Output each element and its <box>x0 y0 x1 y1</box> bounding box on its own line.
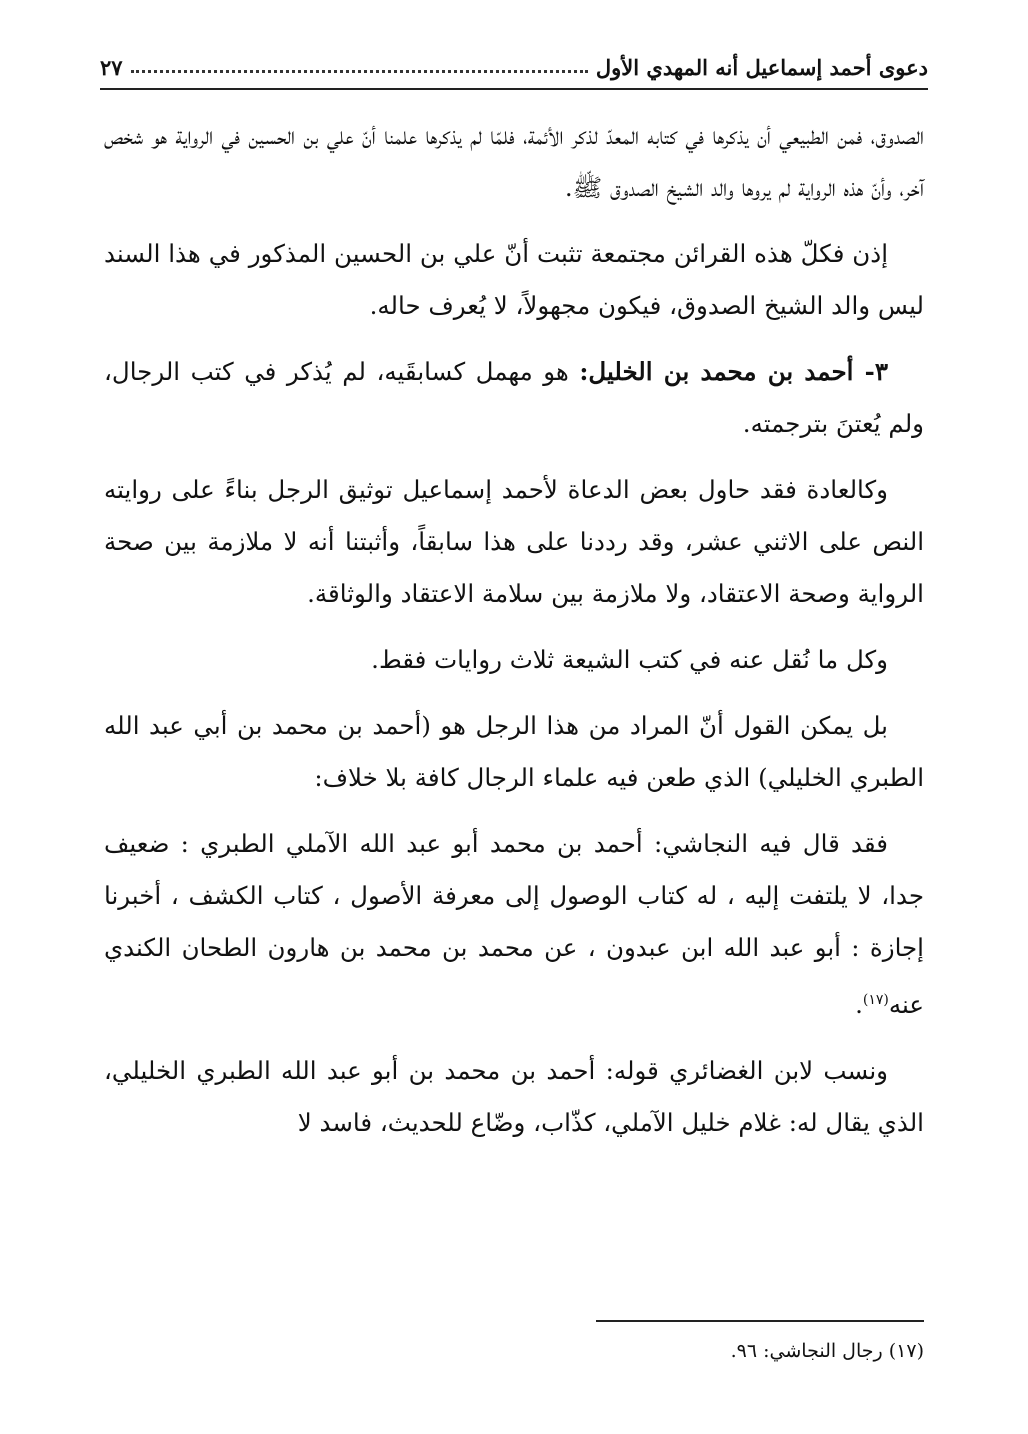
paragraph: ونسب لابن الغضائري قوله: أحمد بن محمد بن أبو عبد الله الطبري الخليلي، الذي يقال له: غلام خليل الآملي، كذّاب، وضّاع للحديث، فاسد لا <box>104 1056 924 1138</box>
paragraph: وكل ما نُقل عنه في كتب الشيعة ثلاث روايات فقط. <box>371 645 888 674</box>
paragraph: فقد قال فيه النجاشي: أحمد بن محمد أبو عبد الله الآملي الطبري : ضعيف جدا، لا يلتفت إليه ، له كتاب الوصول إلى معرفة الأصول ، كتاب الكشف ، أخبرنا إجازة : أبو عبد الله ابن عبدون ، عن محمد بن محمد بن هارون الطحان الكندي عنه$^{(١٧)}$. <box>104 829 924 1020</box>
footnote: (١٧) رجال النجاشي: ٩٦. <box>730 1340 924 1362</box>
footnote-ref: (١٧) <box>862 992 889 1008</box>
numbered-heading: ٣- أحمد بن محمد بن الخليل: <box>579 357 888 386</box>
paragraph: ٣- أحمد بن محمد بن الخليل: هو مهمل كسابقَيه، لم يُذكر في كتب الرجال، ولم يُعتنَ بترجمته. <box>104 357 924 438</box>
paragraph: وكالعادة فقد حاول بعض الدعاة لأحمد إسماعيل توثيق الرجل بناءً على روايته النص على الاثني عشر، وقد رددنا على هذا سابقاً، وأثبتنا أنه لا ملازمة بين صحة الرواية وصحة الاعتقاد، ولا ملازمة بين سلامة الاعتقاد والوثاقة. <box>104 475 924 608</box>
running-title: دعوى أحمد إسماعيل أنه المهدي الأول <box>595 55 928 80</box>
paragraph: إذن فكلّ هذه القرائن مجتمعة تثبت أنّ علي بن الحسين المذكور في هذا السند ليس والد الشيخ الصدوق، فيكون مجهولاً، لا يُعرف حاله. <box>104 239 924 320</box>
page-number: ٢٧ <box>100 55 123 80</box>
header-leader-dots <box>131 70 588 73</box>
paragraph: بل يمكن القول أنّ المراد من هذا الرجل هو (أحمد بن محمد بن أبي عبد الله الطبري الخليلي) الذي طعن فيه علماء الرجال كافة بلا خلاف: <box>104 711 924 792</box>
page-body <box>104 110 924 1163</box>
page-header <box>100 38 928 90</box>
paragraph: الصدوق، فمن الطبيعي أن يذكرها في كتابه المعدّ لذكر الأئمة، فلمّا لم يذكرها علمنا أنّ علي بن الحسين في الرواية هو شخص آخر، وأنّ هذه الرواية لم يروها والد الشيخ الصدوق ﷺ. <box>104 121 924 202</box>
footnote-separator <box>596 1320 924 1322</box>
footnotes <box>104 1337 924 1365</box>
